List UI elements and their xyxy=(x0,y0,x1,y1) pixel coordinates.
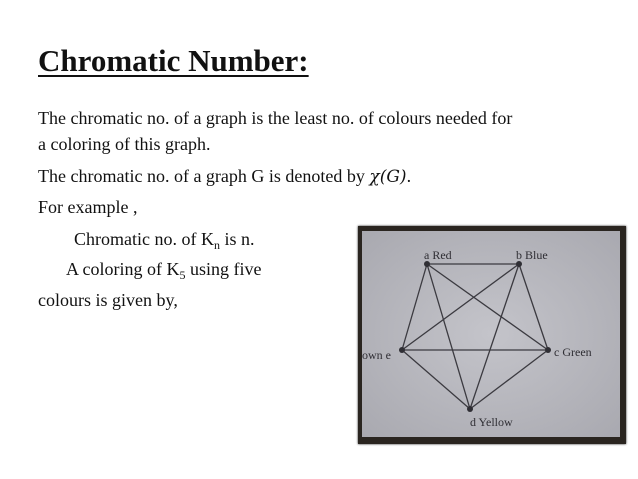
vertex-e xyxy=(399,347,405,353)
vertex-label-e: own e xyxy=(362,348,391,362)
chi-symbol: χ(G) xyxy=(369,167,407,187)
kn-prefix: Chromatic no. of K xyxy=(74,229,214,249)
vertex-c xyxy=(545,347,551,353)
slide-title: Chromatic Number: xyxy=(38,43,309,78)
vertex-label-c: c Green xyxy=(554,345,592,359)
notation-text: The chromatic no. of a graph G is denoted by xyxy=(38,166,370,186)
notation-line xyxy=(38,166,411,188)
k5-graph xyxy=(358,226,626,444)
k5-statement xyxy=(66,259,261,282)
definition-line-1: The chromatic no. of a graph is the least no. of colours needed for xyxy=(38,108,513,128)
k5-suffix: using five xyxy=(185,259,262,279)
k5-statement-line-2: colours is given by, xyxy=(38,290,178,310)
vertex-label-d: d Yellow xyxy=(470,415,513,429)
vertex-label-a: a Red xyxy=(424,248,452,262)
vertex-label-b: b Blue xyxy=(516,248,548,262)
kn-suffix: is n. xyxy=(219,229,255,249)
vertex-d xyxy=(467,406,473,412)
example-label: For example , xyxy=(38,197,138,217)
photo-paper xyxy=(362,231,620,437)
k5-graph-photo xyxy=(358,226,626,444)
definition-line-2: a coloring of this graph. xyxy=(38,134,211,154)
kn-subscript: n xyxy=(213,238,220,252)
notation-period: . xyxy=(406,166,412,186)
k5-prefix: A coloring of K xyxy=(66,259,180,279)
kn-statement xyxy=(74,229,255,252)
k5-subscript: 5 xyxy=(179,268,186,282)
